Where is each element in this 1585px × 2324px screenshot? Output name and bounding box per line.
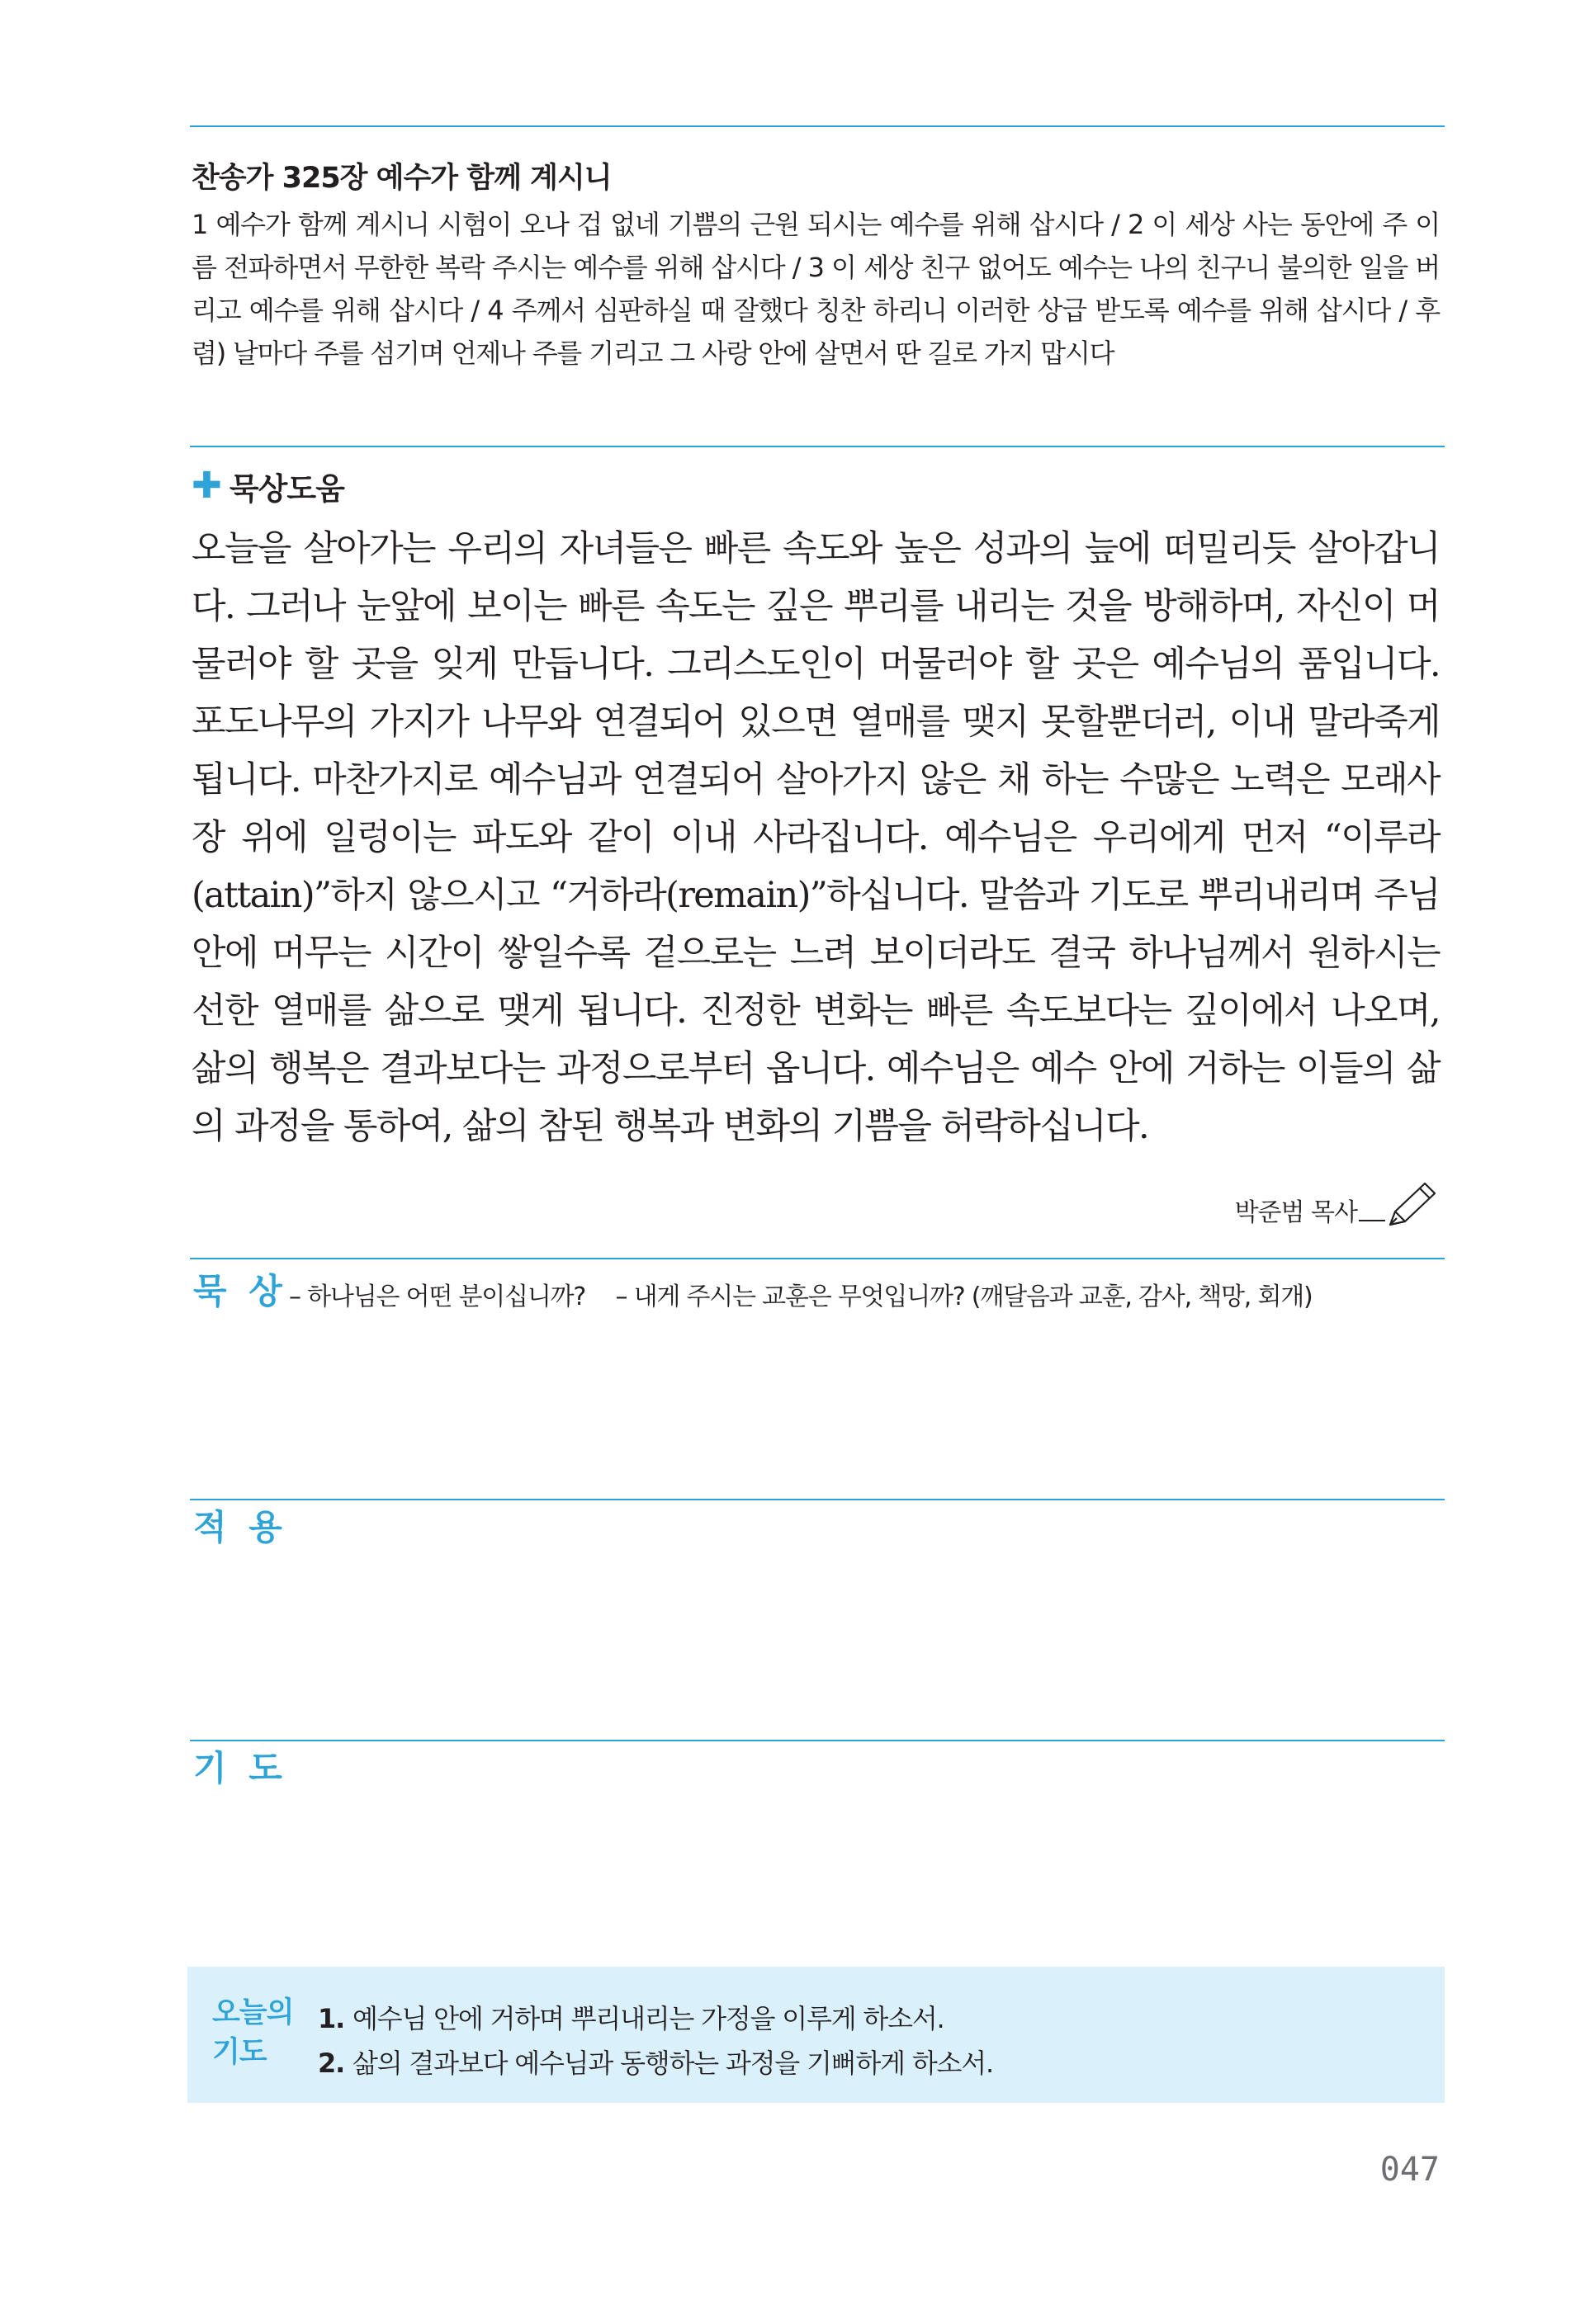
- meditation-help-text: 오늘을 살아가는 우리의 자녀들은 빠른 속도와 높은 성과의 늪에 떠밀리듯 살아갑니다. 그러나 눈앞에 보이는 빠른 속도는 깊은 뿌리를 내리는 것을 방해하며, 자신이 머물러야 할 곳을 잊게 만듭니다. 그리스도인이 머물러야 할 곳은 예수님의 품입니다. 포도나무의 가지가 나무와 연결되어 있으면 열매를 맺지 못할뿐더러, 이내 말라죽게 됩니다. 마찬가지로 예수님과 연결되어 살아가지 않은 채 하는 수많은 노력은 모래사장 위에 일렁이는 파도와 같이 이내 사라집니다. 예수님은 우리에게 먼저 “이루라(attain)”하지 않으시고 “거하라(remain)”하십니다. 말씀과 기도로 뿌리내리며 주님 안에 머무는 시간이 쌓일수록 겉으로는 느려 보이더라도 결국 하나님께서 원하시는 선한 열매를 삶으로 맺게 됩니다. 진정한 변화는 빠른 속도보다는 깊이에서 나오며, 삶의 행복은 결과보다는 과정으로부터 옵니다. 예수님은 예수 안에 거하는 이들의 삶의 과정을 통하여, 삶의 참된 행복과 변화의 기쁨을 허락하십니다.: [192, 528, 1440, 1147]
- hymn-lyrics: 1 예수가 함께 계시니 시험이 오나 겁 없네 기쁨의 근원 되시는 예수를 위해 삽시다 / 2 이 세상 사는 동안에 주 이름 전파하면서 무한한 복락 주시는 예수를 위해 삽시다 / 3 이 세상 친구 없어도 예수는 나의 친구니 불의한 일을 버리고 예수를 위해 삽시다 / 4 주께서 심판하실 때 잘했다 칭찬 하리니 이러한 상급 받도록 예수를 위해 삽시다 / 후렴) 날마다 주를 섬기며 언제나 주를 기리고 그 사랑 안에 살면서 딴 길로 가지 맙시다: [192, 209, 1440, 369]
- todays-prayer-label-line1: 오늘의: [212, 1996, 294, 2029]
- question-1: – 하나님은 어떤 분이십니까?: [289, 1282, 586, 1311]
- author-name: 박준범 목사: [1234, 1198, 1357, 1227]
- pencil-icon: [1387, 1180, 1438, 1228]
- meditation-label: 묵 상: [193, 1271, 287, 1311]
- top-divider: [190, 125, 1445, 127]
- prayer-item: [318, 1996, 993, 2041]
- application-label: 적 용: [193, 1507, 287, 1547]
- todays-prayer-label: [212, 1993, 293, 2072]
- todays-prayer-label-line2: 기도: [212, 2036, 267, 2069]
- meditation-help-heading: [192, 464, 344, 508]
- plus-icon: ✚: [192, 465, 221, 507]
- meditation-questions: [289, 1276, 1336, 1312]
- hymn-title: 찬송가 325장 예수가 함께 계시니: [192, 162, 612, 195]
- author-signature: [1235, 1180, 1438, 1228]
- page-number: 047: [1379, 2151, 1440, 2189]
- application-divider: [190, 1499, 1445, 1500]
- prayer-list: [318, 1996, 993, 2085]
- meditation-help-title: 묵상도움: [229, 471, 344, 507]
- hymn-divider: [190, 446, 1445, 447]
- prayer-label: 기 도: [193, 1748, 287, 1788]
- prayer-divider: [190, 1740, 1445, 1741]
- signature-line: [1359, 1220, 1385, 1221]
- todays-prayer-box: [187, 1967, 1445, 2103]
- prayer-item-number: 1.: [318, 2003, 345, 2034]
- prayer-item: [318, 2041, 993, 2085]
- prayer-item-text: 예수님 안에 거하며 뿌리내리는 가정을 이루게 하소서.: [352, 2003, 944, 2034]
- question-2: – 내게 주시는 교훈은 무엇입니까? (깨달음과 교훈, 감사, 책망, 회개): [615, 1282, 1313, 1311]
- prayer-item-text: 삶의 결과보다 예수님과 동행하는 과정을 기뻐하게 하소서.: [352, 2048, 993, 2079]
- prayer-item-number: 2.: [318, 2048, 345, 2079]
- meditation-divider: [190, 1258, 1445, 1259]
